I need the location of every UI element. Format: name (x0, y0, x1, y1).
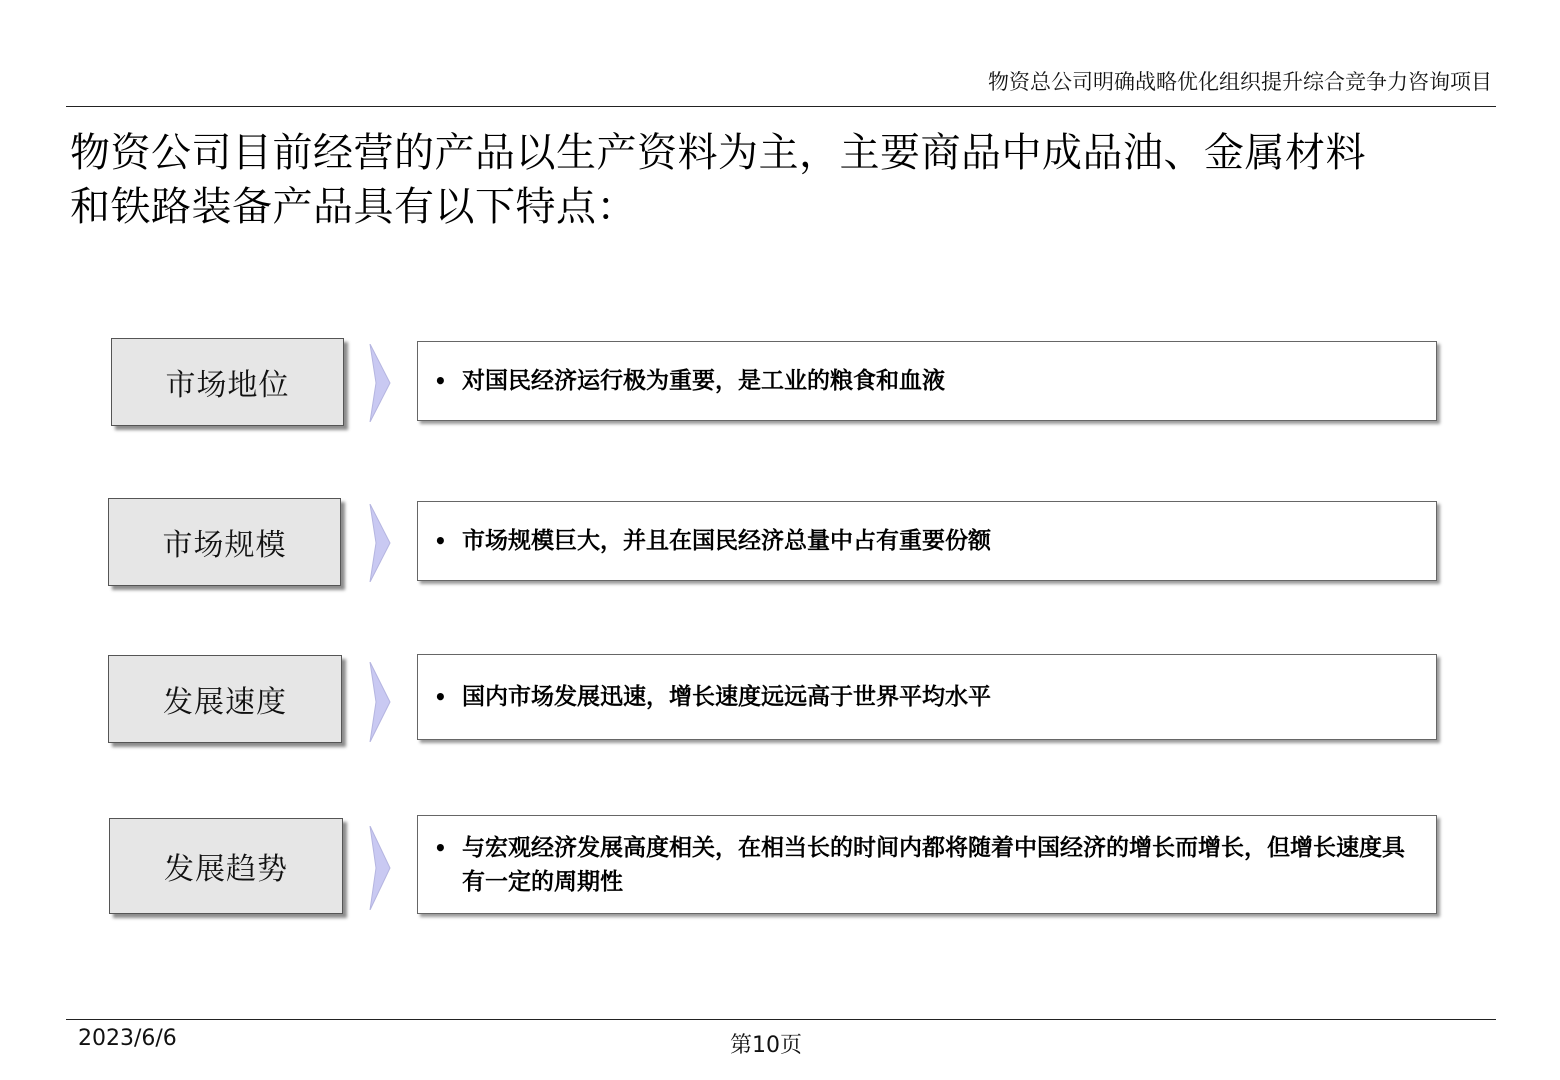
headline-line-2: 和铁路装备产品具有以下特点： (70, 184, 637, 230)
row-content-box (417, 341, 1437, 421)
row-label-box: 市场规模 (108, 498, 341, 586)
bullet-dot: • (434, 685, 447, 709)
header-divider (66, 106, 1496, 107)
bullet-text: 国内市场发展迅速，增长速度远远高于世界平均水平 (462, 684, 991, 710)
row-label-box: 发展速度 (108, 655, 342, 743)
chevron-right-icon (368, 662, 392, 742)
footer-date: 2023/6/6 (78, 1026, 177, 1051)
bullet-dot: • (434, 835, 447, 860)
page-number: 第10页 (730, 1033, 802, 1058)
page-headline (70, 126, 1510, 234)
chevron-right-icon (368, 826, 392, 910)
bullet-text: 对国民经济运行极为重要，是工业的粮食和血液 (462, 368, 945, 394)
bullet-item (418, 831, 1424, 899)
bullet-item (418, 680, 1001, 714)
footer-divider (66, 1019, 1496, 1020)
chevron-right-icon (368, 344, 392, 422)
bullet-text: 与宏观经济发展高度相关，在相当长的时间内都将随着中国经济的增长而增长，但增长速度具有一定的周期性 (462, 834, 1405, 895)
row-content-box (417, 501, 1437, 581)
bullet-text: 市场规模巨大，并且在国民经济总量中占有重要份额 (462, 528, 991, 554)
row-label-box: 市场地位 (111, 338, 344, 426)
bullet-dot: • (434, 529, 447, 553)
row-content-box (417, 815, 1437, 914)
bullet-dot: • (434, 369, 447, 393)
bullet-item (418, 524, 1001, 558)
chevron-right-icon (368, 504, 392, 582)
bullet-item (418, 364, 955, 398)
project-title: 物资总公司明确战略优化组织提升综合竞争力咨询项目 (988, 70, 1492, 94)
row-label-box: 发展趋势 (109, 818, 343, 914)
headline-line-1: 物资公司目前经营的产品以生产资料为主，主要商品中成品油、金属材料 (70, 130, 1366, 176)
row-content-box (417, 654, 1437, 740)
